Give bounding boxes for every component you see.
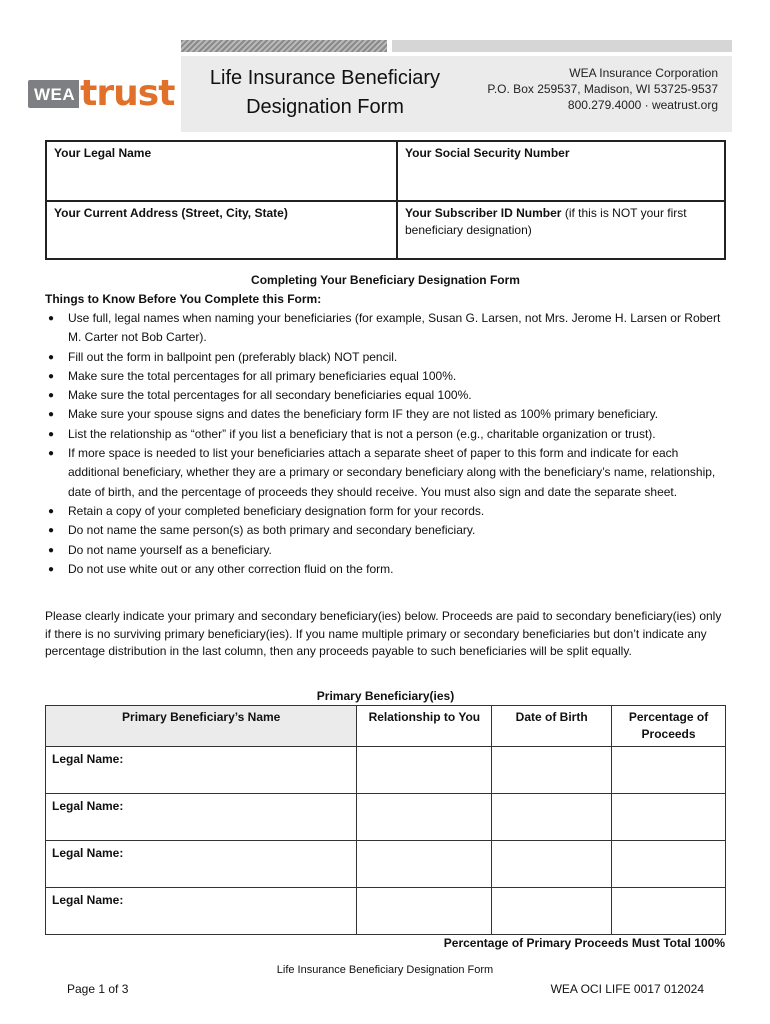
subscriber-id-label: Your Subscriber ID Number: [405, 206, 562, 220]
relationship-cell[interactable]: [357, 747, 492, 794]
table-row: [46, 747, 726, 794]
name-cell[interactable]: [46, 888, 357, 935]
list-item: ● Do not name the same person(s) as both primary and secondary beneficiary.: [45, 521, 725, 540]
relationship-cell[interactable]: [357, 888, 492, 935]
percentage-cell[interactable]: [612, 888, 726, 935]
header-relationship: Relationship to You: [357, 706, 492, 747]
bullet-icon: ●: [48, 409, 55, 421]
bullet-icon: ●: [48, 563, 55, 575]
name-cell[interactable]: [46, 794, 357, 841]
primary-table-caption: Primary Beneficiary(ies): [316, 689, 455, 703]
bullet-icon: ●: [48, 448, 55, 460]
list-item: ● If more space is needed to list your beneficiaries attach a separate sheet of paper to this form and indicate for each additional beneficiary, whether they are a primary or secondary beneficiary along with the beneficiary’s name, relationship, date of birth, and the percentage of proceeds they should receive. You must also sign and date the separate sheet.: [48, 446, 716, 499]
legal-name-row-label: Legal Name:: [52, 799, 124, 813]
list-item: ● Use full, legal names when naming your beneficiaries (for example, Susan G. Larsen, not Mrs. Jerome H. Larsen or Robert M. Carter not Bob Carter).: [48, 311, 721, 345]
dob-cell[interactable]: [492, 794, 612, 841]
dob-cell[interactable]: [492, 747, 612, 794]
list-item: ● Do not use white out or any other correction fluid on the form.: [45, 560, 725, 579]
name-cell[interactable]: [46, 841, 357, 888]
things-to-know-heading: Things to Know Before You Complete this Form:: [45, 292, 322, 306]
legal-name-row-label: Legal Name:: [52, 846, 124, 860]
header-stripe-right: [392, 40, 732, 52]
legal-name-row-label: Legal Name:: [52, 752, 124, 766]
company-info: [487, 65, 718, 113]
table-header-row: [46, 706, 726, 747]
list-item: ● Do not name yourself as a beneficiary.: [45, 541, 725, 560]
list-item: ● Make sure your spouse signs and dates the beneficiary form IF they are not listed as 100% primary beneficiary.: [45, 405, 725, 424]
list-item: ● Retain a copy of your completed beneficiary designation form for your records.: [45, 502, 725, 521]
bullet-icon: ●: [48, 390, 55, 402]
company-name: WEA Insurance Corporation: [569, 66, 718, 80]
form-title-line1: Life Insurance Beneficiary: [209, 67, 441, 89]
bullet-icon: ●: [48, 313, 55, 324]
bullet-icon: ●: [48, 351, 55, 363]
list-item: ● Fill out the form in ballpoint pen (preferably black) NOT pencil.: [45, 348, 725, 367]
header-box: [181, 56, 732, 132]
form-title-line2: Designation Form: [246, 96, 404, 118]
relationship-cell[interactable]: [357, 841, 492, 888]
subscriber-id-field[interactable]: [398, 202, 724, 258]
address-field[interactable]: [47, 202, 396, 258]
intro-paragraph: Please clearly indicate your primary and secondary beneficiary(ies) below. Proceeds are paid to secondary beneficiary(ies) only if there is no surviving primary beneficiary(ies). If you name multiple primary or secondary beneficiaries but don’t indicate any percentage distribution in the last column, then any proceeds payable to such beneficiaries will be split equally.: [45, 609, 722, 659]
table-row: [46, 841, 726, 888]
ssn-field[interactable]: [398, 142, 724, 200]
primary-total-note: Percentage of Primary Proceeds Must Total 100%: [443, 936, 725, 950]
logo-trust-text: trust: [80, 73, 175, 114]
dob-cell[interactable]: [492, 841, 612, 888]
bullet-icon: ●: [48, 544, 55, 556]
header-percentage: Percentage of Proceeds: [612, 706, 726, 747]
bullet-icon: ●: [48, 370, 55, 382]
primary-beneficiary-table: [45, 705, 726, 935]
relationship-cell[interactable]: [357, 794, 492, 841]
ssn-label: Your Social Security Number: [405, 146, 570, 160]
table-row: [46, 888, 726, 935]
footer-title: Life Insurance Beneficiary Designation Form: [276, 964, 494, 976]
dob-cell[interactable]: [492, 888, 612, 935]
legal-name-row-label: Legal Name:: [52, 893, 124, 907]
legal-name-label: Your Legal Name: [54, 146, 152, 160]
header-name: Primary Beneficiary’s Name: [46, 706, 357, 747]
table-row: [46, 794, 726, 841]
address-label: Your Current Address (Street, City, State): [54, 206, 288, 220]
header-stripe-left: [181, 40, 387, 52]
name-cell[interactable]: [46, 747, 357, 794]
personal-info-grid: [45, 140, 726, 260]
bullet-icon: ●: [48, 505, 55, 517]
percentage-cell[interactable]: [612, 841, 726, 888]
instructions-list: [45, 309, 725, 579]
company-address: P.O. Box 259537, Madison, WI 53725-9537: [487, 82, 718, 96]
logo-wea-text: WEA: [28, 80, 79, 108]
footer-form-code: WEA OCI LIFE 0017 012024: [550, 982, 704, 996]
subscriber-id-note: (if this is NOT your first beneficiary designation): [405, 206, 687, 237]
percentage-cell[interactable]: [612, 794, 726, 841]
bullet-icon: ●: [48, 525, 55, 537]
list-item: ● Make sure the total percentages for all secondary beneficiaries equal 100%.: [45, 386, 725, 405]
form-title: [205, 64, 445, 122]
list-item: ● List the relationship as “other” if you list a beneficiary that is not a person (e.g., charitable organization or trust).: [45, 425, 725, 444]
footer-page-number: Page 1 of 3: [67, 982, 129, 996]
instructions-heading: Completing Your Beneficiary Designation Form: [251, 273, 520, 287]
legal-name-field[interactable]: [47, 142, 396, 200]
company-contact: 800.279.4000 · weatrust.org: [567, 98, 718, 112]
bullet-icon: ●: [48, 428, 55, 440]
header-dob: Date of Birth: [492, 706, 612, 747]
wea-trust-logo: [28, 74, 174, 114]
percentage-cell[interactable]: [612, 747, 726, 794]
list-item: ● Make sure the total percentages for all primary beneficiaries equal 100%.: [45, 367, 725, 386]
